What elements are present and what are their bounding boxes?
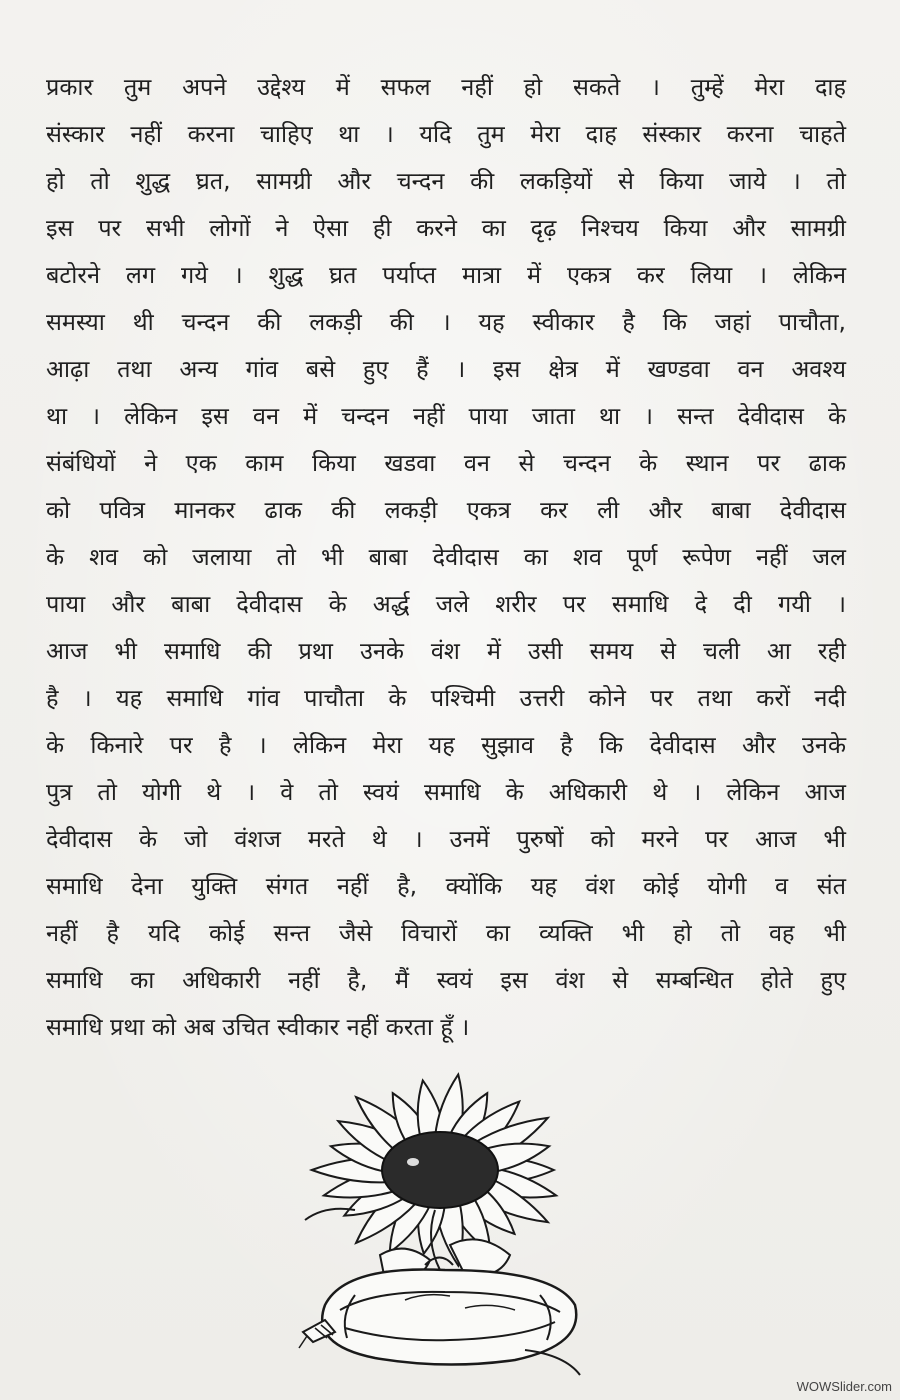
text-line: समाधि देना युक्ति संगत नहीं है, क्योंकि यह वंश कोई योगी व संत xyxy=(46,872,846,900)
text-line: पुत्र तो योगी थे । वे तो स्वयं समाधि के अधिकारी थे । लेकिन आज xyxy=(46,778,846,806)
text-line: पाया और बाबा देवीदास के अर्द्ध जले शरीर पर समाधि दे दी गयी । xyxy=(46,590,846,618)
text-line: संबंधियों ने एक काम किया खडवा वन से चन्दन के स्थान पर ढाक xyxy=(46,449,846,477)
text-line: इस पर सभी लोगों ने ऐसा ही करने का दृढ़ निश्चय किया और सामग्री xyxy=(46,214,846,242)
text-line: संस्कार नहीं करना चाहिए था । यदि तुम मेरा दाह संस्कार करना चाहते xyxy=(46,120,846,148)
text-line: प्रकार तुम अपने उद्देश्य में सफल नहीं हो सकते । तुम्हें मेरा दाह xyxy=(46,73,846,101)
text-line: समाधि प्रथा को अब उचित स्वीकार नहीं करता हूँ । xyxy=(46,1013,470,1041)
text-line: नहीं है यदि कोई सन्त जैसे विचारों का व्यक्ति भी हो तो वह भी xyxy=(46,919,846,947)
text-line: था । लेकिन इस वन में चन्दन नहीं पाया जाता था । सन्त देवीदास के xyxy=(46,402,846,430)
text-line: आढ़ा तथा अन्य गांव बसे हुए हैं । इस क्षेत्र में खण्डवा वन अवश्य xyxy=(46,355,846,383)
text-line: बटोरने लग गये । शुद्ध घ्रत पर्याप्त मात्रा में एकत्र कर लिया । लेकिन xyxy=(46,261,846,289)
watermark: WOWSlider.com xyxy=(796,1379,892,1394)
text-line: के शव को जलाया तो भी बाबा देवीदास का शव पूर्ण रूपेण नहीं जल xyxy=(46,543,846,571)
body-text xyxy=(46,64,846,1051)
text-line: है । यह समाधि गांव पाचौता के पश्चिमी उत्तरी कोने पर तथा करों नदी xyxy=(46,684,846,712)
text-line: देवीदास के जो वंशज मरते थे । उनमें पुरुषों को मरने पर आज भी xyxy=(46,825,846,853)
sunflower-icon xyxy=(285,1070,605,1380)
text-line: के किनारे पर है । लेकिन मेरा यह सुझाव है कि देवीदास और उनके xyxy=(46,731,846,759)
text-line: आज भी समाधि की प्रथा उनके वंश में उसी समय से चली आ रही xyxy=(46,637,846,665)
text-line: को पवित्र मानकर ढाक की लकड़ी एकत्र कर ली और बाबा देवीदास xyxy=(46,496,846,524)
text-line: हो तो शुद्ध घ्रत, सामग्री और चन्दन की लकड़ियों से किया जाये । तो xyxy=(46,167,846,195)
text-line: समाधि का अधिकारी नहीं है, मैं स्वयं इस वंश से सम्बन्धित होते हुए xyxy=(46,966,846,994)
text-line: समस्या थी चन्दन की लकड़ी की । यह स्वीकार है कि जहां पाचौता, xyxy=(46,308,846,336)
